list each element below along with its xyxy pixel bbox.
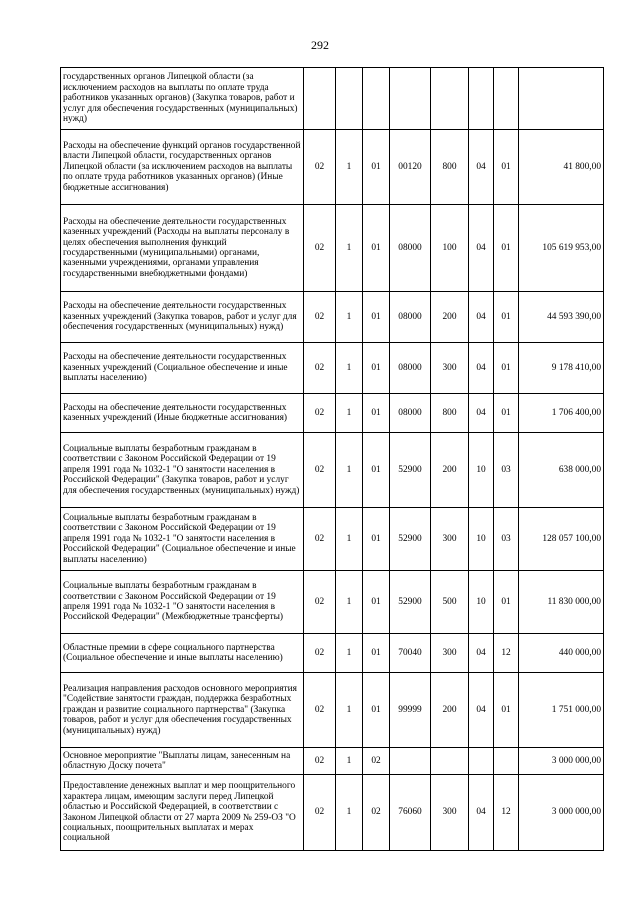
subsection-code: 01 bbox=[494, 292, 519, 343]
amount: 105 619 953,00 bbox=[519, 205, 604, 292]
row-name: Расходы на обеспечение деятельности государственных казенных учреждений (Социальное обеспечение и иные выплаты населению) bbox=[61, 343, 304, 394]
table-row bbox=[61, 634, 604, 673]
section-code: 04 bbox=[469, 775, 494, 851]
row-name: Реализация направления расходов основного мероприятия "Содействие занятости граждан, поддержка безработных граждан и развитие социального партнерства" (Закупка товаров, работ и услуг для обеспечения государственных (муниципальных) нужд) bbox=[61, 673, 304, 748]
direction-code: 70040 bbox=[390, 634, 431, 673]
row-name: Предоставление денежных выплат и мер поощрительного характера лицам, имеющим заслуги перед Липецкой областью и Российской Федерацией, в соответствии с Законом Липецкой области от 27 марта 2009 № 259-ОЗ "О социальных, поощрительных выплатах и мерах социальной bbox=[61, 775, 304, 851]
row-name: Социальные выплаты безработным гражданам в соответствии с Законом Российской Федерации от 19 апреля 1991 года № 1032-1 "О занятости населения в Российской Федерации" (Социальное обеспечение и иные выплаты населению) bbox=[61, 508, 304, 571]
expense-type-code bbox=[431, 748, 469, 775]
table-row bbox=[61, 130, 604, 205]
direction-code: 52900 bbox=[390, 508, 431, 571]
row-name: Социальные выплаты безработным гражданам в соответствии с Законом Российской Федерации от 19 апреля 1991 года № 1032-1 "О занятости населения в Российской Федерации" (Межбюджетные трансферты) bbox=[61, 571, 304, 634]
table-row bbox=[61, 748, 604, 775]
event-code: 02 bbox=[363, 748, 390, 775]
section-code: 10 bbox=[469, 508, 494, 571]
direction-code: 52900 bbox=[390, 571, 431, 634]
subprogram-code: 1 bbox=[336, 508, 363, 571]
event-code: 02 bbox=[363, 775, 390, 851]
row-name: Расходы на обеспечение деятельности государственных казенных учреждений (Расходы на выплаты персоналу в целях обеспечения выполнения функций государственными (муниципальными) органами, казенными учреждениями, органами управления государственными внебюджетными фондами) bbox=[61, 205, 304, 292]
program-code: 02 bbox=[304, 433, 336, 508]
section-code: 10 bbox=[469, 571, 494, 634]
section-code: 04 bbox=[469, 343, 494, 394]
event-code: 01 bbox=[363, 634, 390, 673]
expense-type-code: 800 bbox=[431, 130, 469, 205]
subsection-code: 12 bbox=[494, 634, 519, 673]
expense-type-code: 300 bbox=[431, 634, 469, 673]
program-code: 02 bbox=[304, 508, 336, 571]
program-code: 02 bbox=[304, 775, 336, 851]
expense-type-code: 300 bbox=[431, 508, 469, 571]
section-code: 04 bbox=[469, 673, 494, 748]
direction-code: 08000 bbox=[390, 205, 431, 292]
amount: 3 000 000,00 bbox=[519, 775, 604, 851]
event-code: 01 bbox=[363, 673, 390, 748]
amount bbox=[519, 68, 604, 130]
subsection-code bbox=[494, 748, 519, 775]
subprogram-code: 1 bbox=[336, 433, 363, 508]
program-code: 02 bbox=[304, 673, 336, 748]
expense-type-code: 100 bbox=[431, 205, 469, 292]
event-code: 01 bbox=[363, 205, 390, 292]
section-code: 10 bbox=[469, 433, 494, 508]
subsection-code: 01 bbox=[494, 205, 519, 292]
direction-code: 08000 bbox=[390, 292, 431, 343]
subprogram-code: 1 bbox=[336, 634, 363, 673]
section-code: 04 bbox=[469, 292, 494, 343]
table-row bbox=[61, 343, 604, 394]
event-code: 01 bbox=[363, 571, 390, 634]
amount: 41 800,00 bbox=[519, 130, 604, 205]
budget-table-body bbox=[61, 68, 604, 851]
subsection-code: 01 bbox=[494, 673, 519, 748]
expense-type-code: 200 bbox=[431, 292, 469, 343]
expense-type-code bbox=[431, 68, 469, 130]
subsection-code: 03 bbox=[494, 508, 519, 571]
program-code: 02 bbox=[304, 292, 336, 343]
row-name: Основное мероприятие "Выплаты лицам, занесенным на областную Доску почета" bbox=[61, 748, 304, 775]
amount: 440 000,00 bbox=[519, 634, 604, 673]
amount: 11 830 000,00 bbox=[519, 571, 604, 634]
subsection-code: 01 bbox=[494, 343, 519, 394]
event-code: 01 bbox=[363, 433, 390, 508]
row-name: Расходы на обеспечение деятельности государственных казенных учреждений (Закупка товаров, работ и услуг для обеспечения государственных (муниципальных) нужд) bbox=[61, 292, 304, 343]
section-code bbox=[469, 68, 494, 130]
row-name: Расходы на обеспечение функций органов государственной власти Липецкой области, государственных органов Липецкой области (за исключением расходов на выплаты по оплате труда работников указанных органов) (Иные бюджетные ассигнования) bbox=[61, 130, 304, 205]
page-number: 292 bbox=[311, 38, 329, 52]
row-name: государственных органов Липецкой области (за исключением расходов на выплаты по оплате труда работников указанных органов) (Закупка товаров, работ и услуг для обеспечения государственных (муниципальных) нужд) bbox=[61, 68, 304, 130]
direction-code bbox=[390, 68, 431, 130]
direction-code: 08000 bbox=[390, 394, 431, 433]
subsection-code: 03 bbox=[494, 433, 519, 508]
expense-type-code: 300 bbox=[431, 775, 469, 851]
subsection-code: 01 bbox=[494, 571, 519, 634]
subprogram-code: 1 bbox=[336, 673, 363, 748]
event-code: 01 bbox=[363, 508, 390, 571]
expense-type-code: 300 bbox=[431, 343, 469, 394]
subprogram-code: 1 bbox=[336, 130, 363, 205]
expense-type-code: 200 bbox=[431, 673, 469, 748]
section-code: 04 bbox=[469, 130, 494, 205]
event-code: 01 bbox=[363, 292, 390, 343]
program-code: 02 bbox=[304, 748, 336, 775]
table-row bbox=[61, 571, 604, 634]
direction-code: 52900 bbox=[390, 433, 431, 508]
program-code: 02 bbox=[304, 130, 336, 205]
program-code: 02 bbox=[304, 205, 336, 292]
program-code bbox=[304, 68, 336, 130]
budget-table bbox=[60, 67, 604, 851]
amount: 44 593 390,00 bbox=[519, 292, 604, 343]
direction-code bbox=[390, 748, 431, 775]
subsection-code: 01 bbox=[494, 394, 519, 433]
subsection-code: 12 bbox=[494, 775, 519, 851]
table-row bbox=[61, 508, 604, 571]
subprogram-code: 1 bbox=[336, 748, 363, 775]
subprogram-code: 1 bbox=[336, 571, 363, 634]
table-row bbox=[61, 673, 604, 748]
direction-code: 76060 bbox=[390, 775, 431, 851]
program-code: 02 bbox=[304, 394, 336, 433]
row-name: Социальные выплаты безработным гражданам в соответствии с Законом Российской Федерации от 19 апреля 1991 года № 1032-1 "О занятости населения в Российской Федерации" (Закупка товаров, работ и услуг для обеспечения государственных (муниципальных) нужд) bbox=[61, 433, 304, 508]
expense-type-code: 800 bbox=[431, 394, 469, 433]
event-code: 01 bbox=[363, 343, 390, 394]
amount: 128 057 100,00 bbox=[519, 508, 604, 571]
event-code: 01 bbox=[363, 394, 390, 433]
subsection-code: 01 bbox=[494, 130, 519, 205]
subprogram-code: 1 bbox=[336, 775, 363, 851]
subprogram-code bbox=[336, 68, 363, 130]
amount: 638 000,00 bbox=[519, 433, 604, 508]
expense-type-code: 500 bbox=[431, 571, 469, 634]
event-code bbox=[363, 68, 390, 130]
direction-code: 00120 bbox=[390, 130, 431, 205]
program-code: 02 bbox=[304, 571, 336, 634]
table-row bbox=[61, 205, 604, 292]
row-name: Расходы на обеспечение деятельности государственных казенных учреждений (Иные бюджетные ассигнования) bbox=[61, 394, 304, 433]
event-code: 01 bbox=[363, 130, 390, 205]
program-code: 02 bbox=[304, 634, 336, 673]
row-name: Областные премии в сфере социального партнерства (Социальное обеспечение и иные выплаты населению) bbox=[61, 634, 304, 673]
section-code: 04 bbox=[469, 394, 494, 433]
amount: 3 000 000,00 bbox=[519, 748, 604, 775]
section-code: 04 bbox=[469, 205, 494, 292]
amount: 1 751 000,00 bbox=[519, 673, 604, 748]
table-row bbox=[61, 292, 604, 343]
table-row bbox=[61, 68, 604, 130]
amount: 9 178 410,00 bbox=[519, 343, 604, 394]
section-code: 04 bbox=[469, 634, 494, 673]
section-code bbox=[469, 748, 494, 775]
table-row bbox=[61, 775, 604, 851]
program-code: 02 bbox=[304, 343, 336, 394]
amount: 1 706 400,00 bbox=[519, 394, 604, 433]
expense-type-code: 200 bbox=[431, 433, 469, 508]
subprogram-code: 1 bbox=[336, 343, 363, 394]
subprogram-code: 1 bbox=[336, 394, 363, 433]
direction-code: 99999 bbox=[390, 673, 431, 748]
subsection-code bbox=[494, 68, 519, 130]
direction-code: 08000 bbox=[390, 343, 431, 394]
table-row bbox=[61, 394, 604, 433]
table-row bbox=[61, 433, 604, 508]
subprogram-code: 1 bbox=[336, 292, 363, 343]
subprogram-code: 1 bbox=[336, 205, 363, 292]
